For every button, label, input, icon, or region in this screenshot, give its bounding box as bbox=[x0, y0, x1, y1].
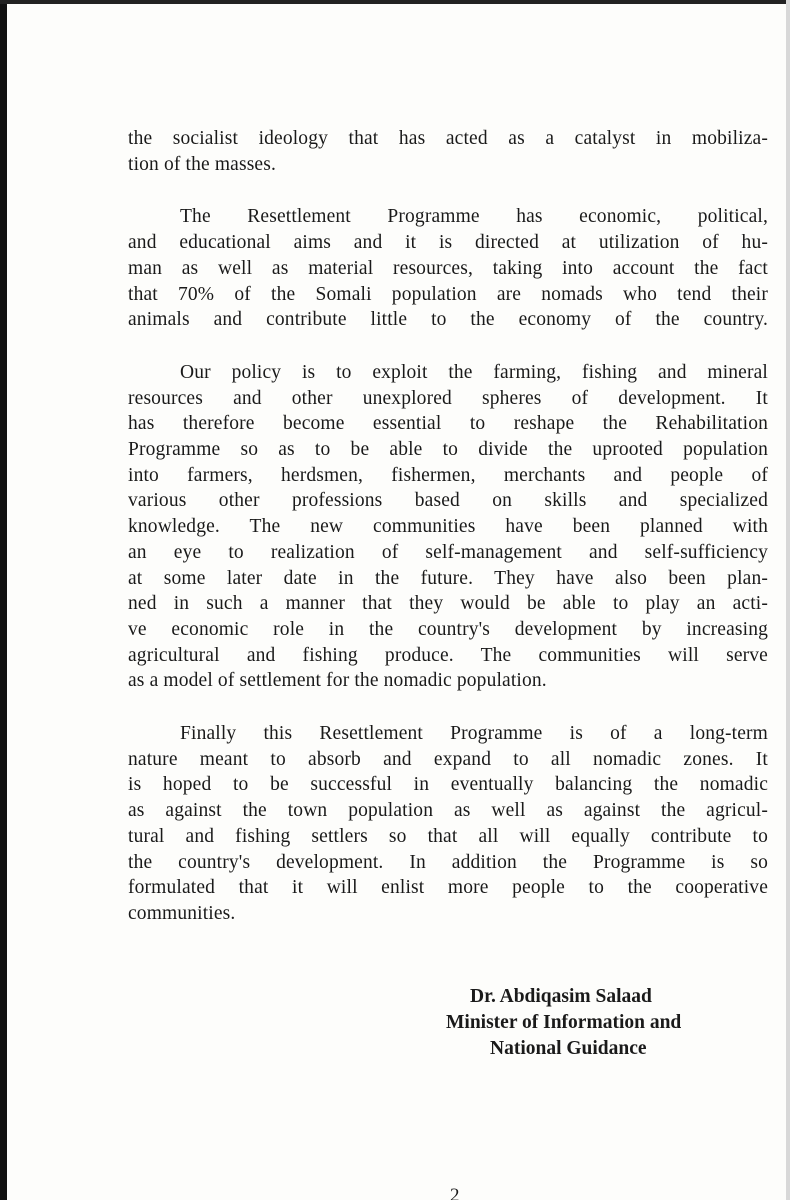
text-line: Our policy is to exploit the farming, fishing and mineral bbox=[180, 361, 768, 383]
text-line: is hoped to be successful in eventually balancing the nomadic bbox=[128, 774, 768, 796]
scan-edge-top bbox=[0, 0, 790, 4]
text-line: tural and fishing settlers so that all will equally contribute to bbox=[128, 825, 768, 847]
text-line: communities. bbox=[128, 902, 236, 924]
text-line: that 70% of the Somali population are nomads who tend their bbox=[128, 283, 768, 305]
text-line: and educational aims and it is directed at utilization of hu- bbox=[128, 232, 768, 254]
scan-edge-left bbox=[0, 0, 7, 1200]
text-line: man as well as material resources, taking into account the fact bbox=[128, 257, 768, 279]
text-line: agricultural and fishing produce. The communities will serve bbox=[128, 644, 768, 666]
scan-edge-right bbox=[786, 0, 790, 1200]
text-line: as a model of settlement for the nomadic population. bbox=[128, 670, 547, 692]
paragraph-resettlement-aims bbox=[128, 204, 768, 333]
text-line: ve economic role in the country's development by increasing bbox=[128, 618, 768, 640]
text-line: into farmers, herdsmen, fishermen, merchants and people of bbox=[128, 464, 768, 486]
text-line: ned in such a manner that they would be able to play an acti- bbox=[128, 593, 768, 615]
text-line: has therefore become essential to reshape the Rehabilitation bbox=[128, 413, 768, 435]
signatory-name: Dr. Abdiqasim Salaad bbox=[470, 986, 652, 1007]
paragraph-conclusion bbox=[128, 721, 768, 927]
text-line: formulated that it will enlist more people to the cooperative bbox=[128, 877, 768, 899]
signatory-title: Minister of Information and bbox=[446, 1012, 682, 1033]
text-line: knowledge. The new communities have been planned with bbox=[128, 516, 768, 538]
body-text bbox=[128, 126, 768, 954]
text-line: The Resettlement Programme has economic, political, bbox=[180, 206, 768, 228]
text-line: as against the town population as well as against the agricul- bbox=[128, 800, 768, 822]
text-line: the socialist ideology that has acted as a catalyst in mobiliza- bbox=[128, 128, 768, 149]
page-number: 2 bbox=[450, 1185, 460, 1200]
signature-block bbox=[446, 984, 766, 1062]
text-line: various other professions based on skills and specialized bbox=[128, 490, 768, 512]
text-line: at some later date in the future. They have also been plan- bbox=[128, 567, 768, 589]
text-line: animals and contribute little to the economy of the country. bbox=[128, 309, 768, 331]
text-line: an eye to realization of self-management and self-sufficiency bbox=[128, 541, 768, 563]
paragraph-policy bbox=[128, 360, 768, 694]
text-line: nature meant to absorb and expand to all nomadic zones. It bbox=[128, 748, 768, 770]
signatory-department: National Guidance bbox=[490, 1038, 647, 1059]
text-line: Finally this Resettlement Programme is of a long-term bbox=[180, 723, 768, 745]
text-line: tion of the masses. bbox=[128, 153, 276, 175]
text-line: Programme so as to be able to divide the uprooted population bbox=[128, 439, 768, 461]
text-line: resources and other unexplored spheres of development. It bbox=[128, 387, 768, 409]
text-line: the country's development. In addition the Programme is so bbox=[128, 851, 768, 873]
paragraph-intro-continuation bbox=[128, 126, 768, 177]
